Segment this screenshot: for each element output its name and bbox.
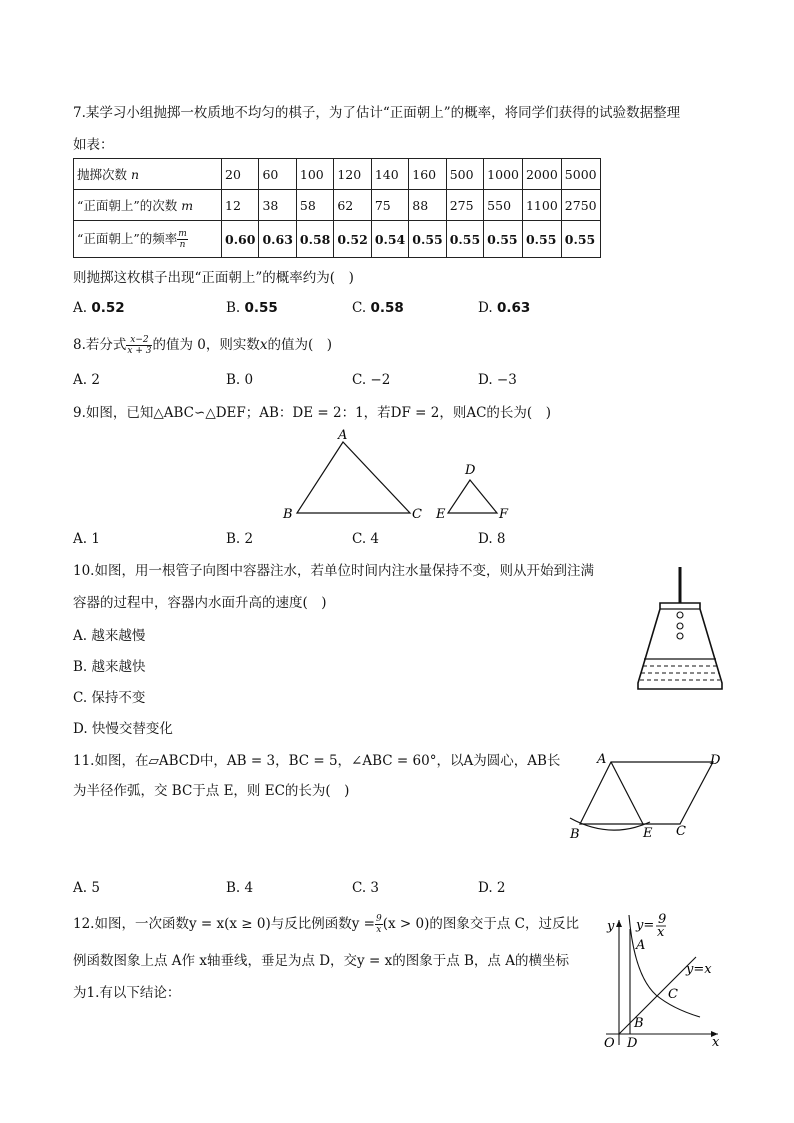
- q9-option-a[interactable]: A. 1: [73, 531, 100, 547]
- label-f: F: [499, 507, 509, 522]
- cell-m: 2750: [561, 190, 600, 221]
- cell-frequency: 0.55: [561, 221, 600, 258]
- q7-stem-line2: 如表：: [73, 137, 114, 153]
- row-label-throws: 抛掷次数 n: [74, 159, 222, 190]
- label-y-axis: y: [607, 919, 615, 934]
- q11-parallelogram-figure: [560, 748, 730, 843]
- cell-n: 60: [259, 159, 296, 190]
- label-origin: O: [604, 1036, 615, 1051]
- cell-frequency: 0.63: [259, 221, 296, 258]
- q7-option-a[interactable]: A. 0.52: [73, 300, 125, 316]
- cell-frequency: 0.55: [484, 221, 523, 258]
- cell-frequency: 0.52: [334, 221, 371, 258]
- label-c: C: [668, 987, 678, 1002]
- bubble: [677, 623, 683, 629]
- q9-triangles-figure: [270, 425, 530, 525]
- label-a: A: [338, 428, 348, 443]
- q8-option-c[interactable]: C. −2: [352, 372, 391, 388]
- cell-frequency: 0.60: [222, 221, 259, 258]
- q8-stem: 8.若分式 $\frac{x-2}{x + 3}$ 的值为 0，则实数x的值为( ): [73, 335, 333, 356]
- q10-option-d[interactable]: D. 快慢交替变化: [73, 721, 173, 737]
- cell-m: 550: [484, 190, 523, 221]
- q11-option-c[interactable]: C. 3: [352, 880, 380, 896]
- q12-stem-line3: 为1.有以下结论：: [73, 985, 181, 1001]
- cell-m: 275: [446, 190, 483, 221]
- label-b: B: [283, 507, 293, 522]
- label-a: A: [597, 752, 607, 767]
- label-a: A: [636, 938, 646, 953]
- fraction-9-over-x: $\frac{9}{x}$: [375, 914, 382, 935]
- cell-m: 58: [296, 190, 333, 221]
- q7-option-b[interactable]: B. 0.55: [226, 300, 278, 316]
- y-axis-arrow: [616, 920, 622, 927]
- q11-option-d[interactable]: D. 2: [478, 880, 506, 896]
- q10-flask-figure: [630, 565, 730, 697]
- q10-stem-line2: 容器的过程中，容器内水面升高的速度( ): [73, 595, 327, 611]
- q7-option-c[interactable]: C. 0.58: [352, 300, 404, 316]
- label-e: E: [643, 826, 653, 841]
- label-d: D: [710, 753, 721, 768]
- q9-option-b[interactable]: B. 2: [226, 531, 254, 547]
- q12-stem-line1: 12.如图，一次函数y = x(x ≥ 0)与反比例函数y = $\frac{9}{x}$ (x > 0)的图象交于点 C，过反比: [73, 914, 579, 935]
- q8-option-b[interactable]: B. 0: [226, 372, 254, 388]
- label-c: C: [412, 507, 422, 522]
- fraction-m-over-n: $\frac{m}{n}$: [178, 228, 187, 250]
- triangle-abc: [297, 442, 410, 513]
- label-x-axis: x: [712, 1035, 720, 1050]
- row-label-frequency: “正面朝上”的频率 $\frac{m}{n}$: [74, 221, 222, 258]
- flask-body: [638, 603, 722, 689]
- curve-label-den: x: [657, 925, 665, 940]
- q12-stem-line2: 例函数图象上点 A作 x轴垂线，垂足为点 D，交y = x的图象于点 B，点 A的横坐标: [73, 953, 569, 969]
- curve-label-num: 9: [658, 912, 667, 927]
- q11-stem-line2: 为半径作弧，交 BC于点 E，则 EC的长为( ): [73, 783, 350, 799]
- cell-m: 1100: [522, 190, 561, 221]
- cell-frequency: 0.55: [522, 221, 561, 258]
- cell-n: 500: [446, 159, 483, 190]
- cell-n: 160: [409, 159, 446, 190]
- q9-option-d[interactable]: D. 8: [478, 531, 506, 547]
- label-d: D: [627, 1036, 638, 1051]
- q10-stem-line1: 10.如图，用一根管子向图中容器注水，若单位时间内注水量保持不变，则从开始到注满: [73, 563, 594, 579]
- label-b: B: [634, 1016, 644, 1031]
- cell-n: 140: [371, 159, 408, 190]
- cell-frequency: 0.54: [371, 221, 408, 258]
- cell-frequency: 0.55: [446, 221, 483, 258]
- q10-option-a[interactable]: A. 越来越慢: [73, 628, 146, 644]
- cell-n: 120: [334, 159, 371, 190]
- cell-n: 2000: [522, 159, 561, 190]
- cell-n: 20: [222, 159, 259, 190]
- cell-frequency: 0.55: [409, 221, 446, 258]
- cell-m: 88: [409, 190, 446, 221]
- q12-graph-figure: [598, 905, 728, 1053]
- q11-option-a[interactable]: A. 5: [73, 880, 100, 896]
- table-row-frequency: [74, 221, 601, 258]
- parallelogram-abcd: [580, 762, 713, 824]
- q7-question: 则抛掷这枚棋子出现“正面朝上”的概率约为( ): [73, 270, 354, 286]
- q8-option-d[interactable]: D. −3: [478, 372, 517, 388]
- q7-frequency-table: [73, 158, 601, 258]
- q9-option-c[interactable]: C. 4: [352, 531, 380, 547]
- label-b: B: [570, 827, 580, 842]
- cell-n: 100: [296, 159, 333, 190]
- cell-m: 75: [371, 190, 408, 221]
- cell-m: 38: [259, 190, 296, 221]
- cell-n: 5000: [561, 159, 600, 190]
- q11-option-b[interactable]: B. 4: [226, 880, 254, 896]
- q7-stem-line1: 7.某学习小组抛掷一枚质地不均匀的棋子，为了估计“正面朝上”的概率，将同学们获得的试验数据整理: [73, 105, 681, 121]
- label-d: D: [465, 463, 476, 478]
- table-row-throws: [74, 159, 601, 190]
- q7-option-d[interactable]: D. 0.63: [478, 300, 531, 316]
- label-e: E: [436, 507, 446, 522]
- q11-stem-line1: 11.如图，在▱ABCD中，AB = 3，BC = 5，∠ABC = 60°，以A为圆心，AB长: [73, 753, 561, 769]
- segment-ae: [611, 762, 643, 824]
- cell-frequency: 0.58: [296, 221, 333, 258]
- triangle-def: [448, 480, 497, 513]
- q10-option-c[interactable]: C. 保持不变: [73, 690, 146, 706]
- curve-label-prefix: y=: [636, 918, 655, 933]
- q8-option-a[interactable]: A. 2: [73, 372, 100, 388]
- bubble: [677, 633, 683, 639]
- cell-m: 62: [334, 190, 371, 221]
- q9-stem: 9.如图，已知△ABC∽△DEF；AB：DE = 2：1，若DF = 2，则AC的长为( ): [73, 405, 551, 421]
- fraction-x-minus-2-over-x-plus-3: $\frac{x-2}{x + 3}$: [127, 335, 152, 356]
- row-label-heads: “正面朝上”的次数 m: [74, 190, 222, 221]
- line-label: y=x: [686, 962, 712, 977]
- q10-option-b[interactable]: B. 越来越快: [73, 659, 146, 675]
- table-row-heads: [74, 190, 601, 221]
- cell-n: 1000: [484, 159, 523, 190]
- cell-m: 12: [222, 190, 259, 221]
- bubble: [677, 612, 683, 618]
- label-c: C: [676, 824, 686, 839]
